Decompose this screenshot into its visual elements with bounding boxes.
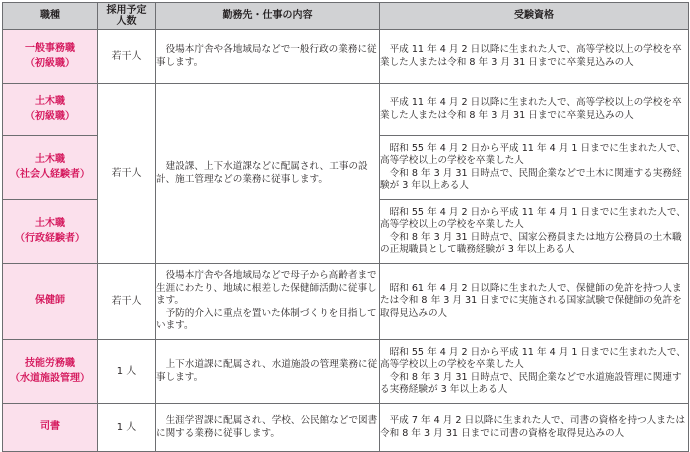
- job-title-line: 一般事務職: [25, 43, 75, 54]
- job-title: [3, 404, 98, 452]
- hire-count: 1 人: [98, 340, 156, 404]
- qualification: [380, 404, 689, 452]
- duties-paragraph: 役場本庁舎や各地域局などで一般行政の業務に従事します。: [156, 44, 377, 68]
- job-duties: [156, 30, 380, 84]
- header-qualification: 受験資格: [380, 3, 689, 30]
- job-title-line: （社会人経験者）: [10, 168, 90, 180]
- job-title-line: 技能労務職: [25, 358, 75, 369]
- job-title-line: （行政経験者）: [15, 232, 85, 244]
- hire-count: 若干人: [98, 264, 156, 340]
- duties-paragraph: 上下水道課に配属され、水道施設の管理業務に従事します。: [156, 359, 378, 383]
- table-row: [3, 340, 689, 404]
- job-title-line: 土木職: [35, 218, 65, 229]
- header-job: 職種: [3, 3, 98, 30]
- job-title-line: 司書: [40, 421, 60, 433]
- qualification-paragraph: 昭和 55 年 4 月 2 日から平成 11 年 4 月 1 日までに生まれた人で、高等学校以上の学校を卒業した人: [380, 206, 686, 231]
- job-title-line: 保健師: [35, 295, 65, 307]
- qualification: [380, 30, 689, 84]
- qualification: [380, 264, 689, 340]
- qualification-paragraph: 平成 11 年 4 月 2 日以降に生まれた人で、高等学校以上の学校を卒業した人または令和 8 年 3 月 31 日までに卒業見込みの人: [380, 44, 682, 68]
- qualification-paragraph: 令和 8 年 3 月 31 日時点で、民間企業などで土木に関連する実務経験が 3 年以上ある人: [380, 167, 682, 191]
- job-duties: [156, 404, 380, 452]
- job-title-line: （水道施設管理）: [10, 372, 90, 384]
- job-title: [3, 84, 98, 136]
- job-title: [3, 340, 98, 404]
- qualification: [380, 84, 689, 136]
- qualification-paragraph: 平成 11 年 4 月 2 日以降に生まれた人で、高等学校以上の学校を卒業した人または令和 8 年 3 月 31 日までに卒業見込みの人: [380, 97, 682, 121]
- qualification-paragraph: 昭和 55 年 4 月 2 日から平成 11 年 4 月 1 日までに生まれた人で、高等学校以上の学校を卒業した人: [380, 142, 686, 167]
- header-count-line-1: 採用予定: [106, 4, 147, 16]
- qualification-paragraph: 昭和 61 年 4 月 2 日以降に生まれた人で、保健師の免許を持つ人または令和 8 年 3 月 31 日までに実施される国家試験で保健師の免許を取得見込みの人: [380, 282, 682, 319]
- table-row: [3, 84, 689, 136]
- table-row: [3, 264, 689, 340]
- qualification-paragraph: 昭和 55 年 4 月 2 日から平成 11 年 4 月 1 日までに生まれた人で、高等学校以上の学校を卒業した人: [380, 346, 686, 371]
- job-duties: [156, 84, 380, 264]
- job-title: [3, 30, 98, 84]
- qualification: [380, 200, 689, 264]
- job-duties: [156, 340, 380, 404]
- recruitment-table: [2, 2, 689, 452]
- qualification-paragraph: 平成 7 年 4 月 2 日以降に生まれた人で、司書の資格を持つ人または令和 8 年 3 月 31 日までに司書の資格を取得見込みの人: [380, 415, 686, 439]
- job-title: [3, 200, 98, 264]
- table-row: [3, 30, 689, 84]
- duties-paragraph: 建設課、上下水道課などに配属され、工事の設計、施工管理などの業務に従事します。: [156, 161, 368, 185]
- header-row: [3, 3, 689, 30]
- duties-paragraph: 役場本庁舎や各地域局などで母子から高齢者まで生涯にわたり、地域に根差した保健師活動に従事します。: [156, 270, 377, 307]
- job-title-line: 土木職: [35, 96, 65, 107]
- duties-paragraph: 予防的介入に重点を置いた体制づくりを目指しています。: [156, 307, 377, 332]
- job-title-line: （初級職）: [25, 110, 75, 122]
- hire-count: 若干人: [98, 84, 156, 264]
- hire-count: 若干人: [98, 30, 156, 84]
- duties-paragraph: 生涯学習課に配属され、学校、公民館などで図書に関する業務に従事します。: [156, 415, 378, 439]
- job-title-line: （初級職）: [25, 57, 75, 69]
- hire-count: 1 人: [98, 404, 156, 452]
- table-row: [3, 404, 689, 452]
- job-title-line: 土木職: [35, 154, 65, 165]
- header-duties: 勤務先・仕事の内容: [156, 3, 380, 30]
- job-title: [3, 264, 98, 340]
- header-count-line-2: 人数: [116, 16, 137, 27]
- qualification-paragraph: 令和 8 年 3 月 31 日時点で、国家公務員または地方公務員の土木職の正規職員として職務経験が 3 年以上ある人: [380, 231, 682, 255]
- qualification: [380, 136, 689, 200]
- header-count: [98, 3, 156, 30]
- qualification: [380, 340, 689, 404]
- qualification-paragraph: 令和 8 年 3 月 31 日時点で、民間企業などで水道施設管理に関連する実務経験が 3 年以上ある人: [380, 371, 682, 395]
- job-title: [3, 136, 98, 200]
- job-duties: [156, 264, 380, 340]
